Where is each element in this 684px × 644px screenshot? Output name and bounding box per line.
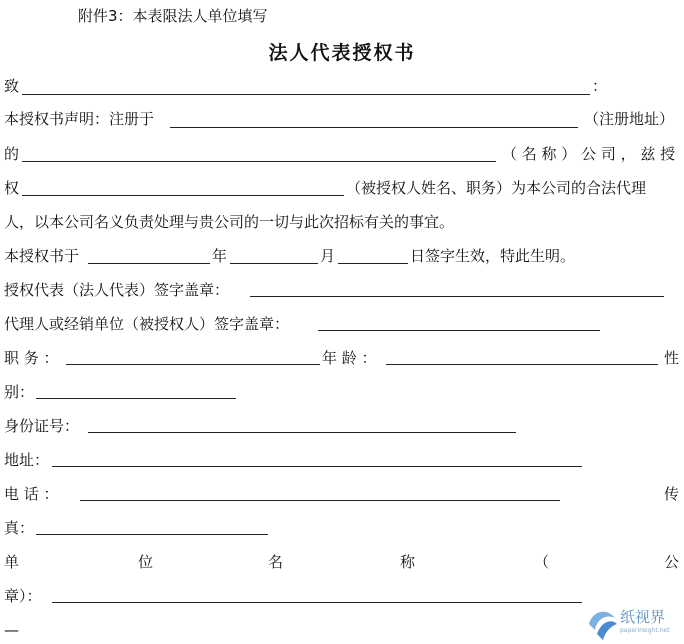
unit-name-char: 单	[4, 553, 20, 571]
unit-name-char: 称	[400, 553, 416, 571]
validity-suffix: 日签字生效，特此生明。	[410, 247, 576, 265]
unit-name-end: 章）：	[4, 587, 42, 605]
watermark-url: paperinsight.net	[620, 627, 670, 634]
year-blank[interactable]	[88, 263, 210, 264]
unit-name-char: 公	[664, 553, 680, 571]
reg-address-label: （注册地址）	[584, 110, 675, 128]
reg-address-blank[interactable]	[170, 127, 578, 128]
gender-blank[interactable]	[36, 398, 236, 399]
of-label: 的	[4, 145, 20, 163]
unit-name-blank[interactable]	[52, 602, 582, 603]
to-suffix: ：	[592, 77, 608, 95]
unit-name-char: （	[534, 553, 550, 571]
trailing-dash: —	[4, 621, 19, 639]
month-blank[interactable]	[230, 263, 318, 264]
fax-label-2: 真：	[4, 519, 35, 537]
fax-label-1: 传	[664, 485, 680, 503]
company-name-blank[interactable]	[22, 161, 496, 162]
unit-name-char: 位	[138, 553, 154, 571]
day-blank[interactable]	[338, 263, 408, 264]
fax-blank[interactable]	[36, 534, 268, 535]
id-label: 身份证号：	[4, 417, 80, 435]
to-label: 致	[4, 77, 20, 95]
attachment-note: 附件3：本表限法人单位填写	[78, 7, 268, 25]
address-label: 地址：	[4, 451, 50, 469]
gender-label-1: 性	[664, 349, 680, 367]
declaration-prefix: 本授权书声明：注册于	[4, 110, 155, 128]
unit-name-char: 名	[268, 553, 284, 571]
phone-blank[interactable]	[80, 500, 560, 501]
agent-sign-blank[interactable]	[318, 330, 600, 331]
document-title: 法人代表授权书	[268, 42, 416, 64]
validity-prefix: 本授权书于	[4, 247, 80, 265]
watermark-brand: 纸视界	[620, 608, 666, 626]
agent-sign-label: 代理人或经销单位（被授权人）签字盖章：	[4, 315, 290, 333]
company-label: （ 名 称 ） 公 司 ， 兹 授	[502, 145, 676, 163]
grantee-blank[interactable]	[22, 195, 344, 196]
gender-label-2: 别：	[4, 383, 35, 401]
grantee-label: （被授权人姓名、职务）为本公司的合法代理	[346, 179, 647, 197]
legal-rep-sign-blank[interactable]	[250, 296, 664, 297]
address-blank[interactable]	[52, 466, 582, 467]
quan-label: 权	[4, 179, 20, 197]
recipient-blank[interactable]	[22, 94, 590, 95]
phone-label: 电 话 ：	[4, 485, 59, 503]
legal-rep-sign-label: 授权代表（法人代表）签字盖章：	[4, 281, 230, 299]
month-label: 月	[320, 247, 336, 265]
age-label: 年 龄 ：	[322, 349, 377, 367]
year-label: 年	[212, 247, 228, 265]
id-blank[interactable]	[88, 432, 516, 433]
position-label: 职 务 ：	[4, 349, 59, 367]
declaration-line4: 人，以本公司名义负责处理与贵公司的一切与此次招标有关的事宜。	[4, 213, 455, 231]
position-blank[interactable]	[66, 364, 320, 365]
age-blank[interactable]	[386, 364, 658, 365]
